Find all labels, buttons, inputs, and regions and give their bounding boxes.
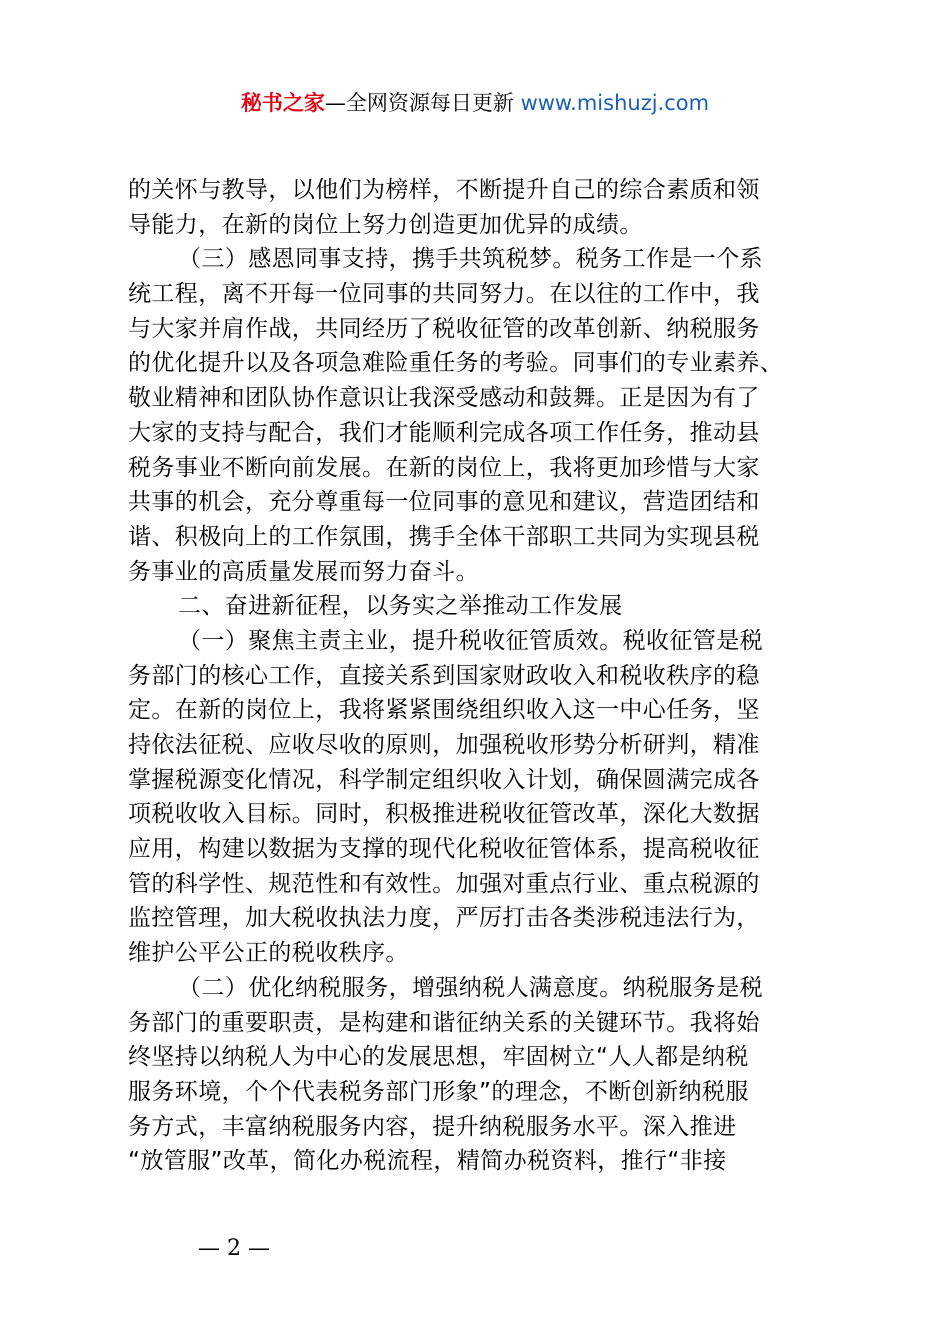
text-line: 大家的支持与配合，我们才能顺利完成各项工作任务，推动县: [128, 419, 760, 446]
text-line: 共事的机会，充分尊重每一位同事的意见和建议，营造团结和: [128, 489, 760, 516]
text-line: 务方式，丰富纳税服务内容，提升纳税服务水平。深入推进: [128, 1113, 737, 1140]
text-line: 统工程，离不开每一位同事的共同努力。在以往的工作中，我: [128, 281, 760, 308]
text-line: 务部门的核心工作，直接关系到国家财政收入和税收秩序的稳: [128, 662, 760, 689]
page-number: — 2 —: [198, 1236, 270, 1261]
paragraph-start-line: （二）优化纳税服务，增强纳税人满意度。纳税服务是税: [178, 974, 763, 1001]
text-line: 管的科学性、规范性和有效性。加强对重点行业、重点税源的: [128, 870, 760, 897]
text-line: 税务事业不断向前发展。在新的岗位上，我将更加珍惜与大家: [128, 454, 760, 481]
text-line: 的关怀与教导，以他们为榜样，不断提升自己的综合素质和领: [128, 177, 760, 203]
site-brand: 秘书之家: [240, 91, 325, 115]
text-line: 维护公平公正的税收秩序。: [128, 940, 409, 967]
site-url-link[interactable]: www.mishuzj.com: [520, 91, 710, 115]
site-slogan: —全网资源每日更新: [324, 91, 521, 115]
text-line: 终坚持以纳税人为中心的发展思想，牢固树立“人人都是纳税: [128, 1044, 749, 1071]
text-line: 定。在新的岗位上，我将紧紧围绕组织收入这一中心任务，坚: [128, 697, 760, 724]
text-line: 务事业的高质量发展而努力奋斗。: [128, 558, 479, 585]
text-line: 敬业精神和团队协作意识让我深受感动和鼓舞。正是因为有了: [128, 385, 760, 412]
text-line: 项税收收入目标。同时，积极推进税收征管改革，深化大数据: [128, 801, 760, 828]
page-header: [0, 88, 950, 118]
text-line: 导能力，在新的岗位上努力创造更加优异的成绩。: [128, 211, 643, 238]
text-line: 务部门的重要职责，是构建和谐征纳关系的关键环节。我将始: [128, 1009, 760, 1036]
text-line: 应用，构建以数据为支撑的现代化税收征管体系，提高税收征: [128, 836, 760, 863]
text-line: 掌握税源变化情况，科学制定组织收入计划，确保圆满完成各: [128, 766, 760, 793]
text-line: 监控管理，加大税收执法力度，严厉打击各类涉税违法行为，: [128, 905, 760, 932]
paragraph-start-line: （一）聚焦主责主业，提升税收征管质效。税收征管是税: [178, 627, 763, 654]
text-line: 谐、积极向上的工作氛围，携手全体干部职工共同为实现县税: [128, 523, 760, 550]
paragraph-start-line: （三）感恩同事支持，携手共筑税梦。税务工作是一个系: [178, 246, 763, 273]
text-line: 与大家并肩作战，共同经历了税收征管的改革创新、纳税服务: [128, 315, 760, 342]
text-line: 持依法征税、应收尽收的原则，加强税收形势分析研判，精准: [128, 732, 760, 758]
text-line: 服务环境，个个代表税务部门形象”的理念，不断创新纳税服: [128, 1078, 749, 1105]
document-body: [128, 173, 840, 1179]
text-line: “放管服”改革，简化办税流程，精简办税资料，推行“非接: [128, 1148, 727, 1175]
text-line: 的优化提升以及各项急难险重任务的考验。同事们的专业素养、: [128, 350, 784, 377]
section-heading: 二、奋进新征程，以务实之举推动工作发展: [178, 593, 623, 620]
